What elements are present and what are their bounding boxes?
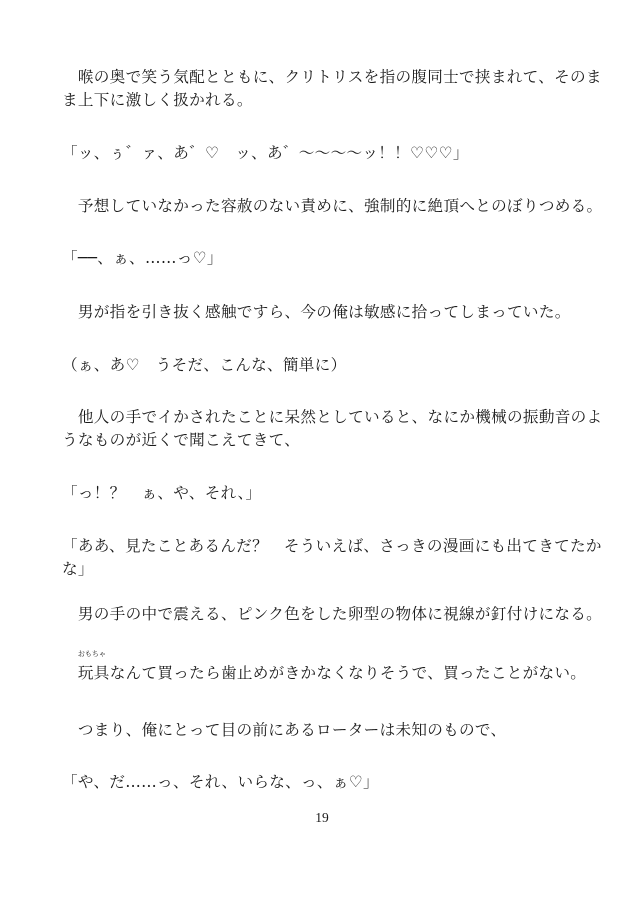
text-line-1: 喉の奥で笑う気配とともに、クリトリスを指の腹同士で挟まれて、そのま	[62, 68, 602, 86]
text-line-2: ま上下に激しく扱かれる。	[62, 91, 253, 109]
text-line-7: （ぁ、あ♡ うそだ、こんな、簡単に）	[62, 356, 347, 374]
ruby-indent	[62, 664, 78, 682]
text-line-13: 男の手の中で震える、ピンク色をした卵型の物体に視線が釘付けになる。	[62, 605, 603, 623]
text-line-16: 「や、だ……っ、それ、いらな、っ、ぁ♡」	[62, 773, 379, 791]
ruby-base: 玩具	[77, 664, 110, 682]
ruby-word	[77, 650, 110, 685]
text-line-15: つまり、俺にとって目の前にあるローターは未知のもので、	[62, 721, 507, 739]
text-line-3: 「ッ、ぅ゛ァ、あ゛♡ ッ、あ゛～～～～ッ！！♡♡♡」	[62, 144, 469, 162]
text-line-12: な」	[62, 560, 94, 578]
ruby-reading: おもちゃ	[77, 650, 106, 658]
text-line-10: 「っ！？ ぁ、や、それ、」	[62, 484, 262, 502]
text-line-14-rest: なんて買ったら歯止めがきかなくなりそうで、買ったことがない。	[109, 664, 587, 682]
text-line-11: 「ああ、見たことあるんだ？ そういえば、さっきの漫画にも出てきてたか	[62, 537, 602, 555]
text-line-4: 予想していなかった容赦のない責めに、強制的に絶頂へとのぼりつめる。	[62, 197, 603, 215]
text-line-9: うなものが近くで聞こえてきて、	[62, 431, 301, 449]
text-line-5: 「──、ぁ、……っ♡」	[62, 249, 223, 267]
text-line-8: 他人の手でイかされたことに呆然としていると、なにか機械の振動音のよ	[62, 408, 603, 426]
text-line-6: 男が指を引き抜く感触ですら、今の俺は敏感に拾ってしまっていた。	[62, 303, 571, 321]
page-number: 19	[315, 810, 329, 825]
text-line-14	[62, 650, 587, 685]
